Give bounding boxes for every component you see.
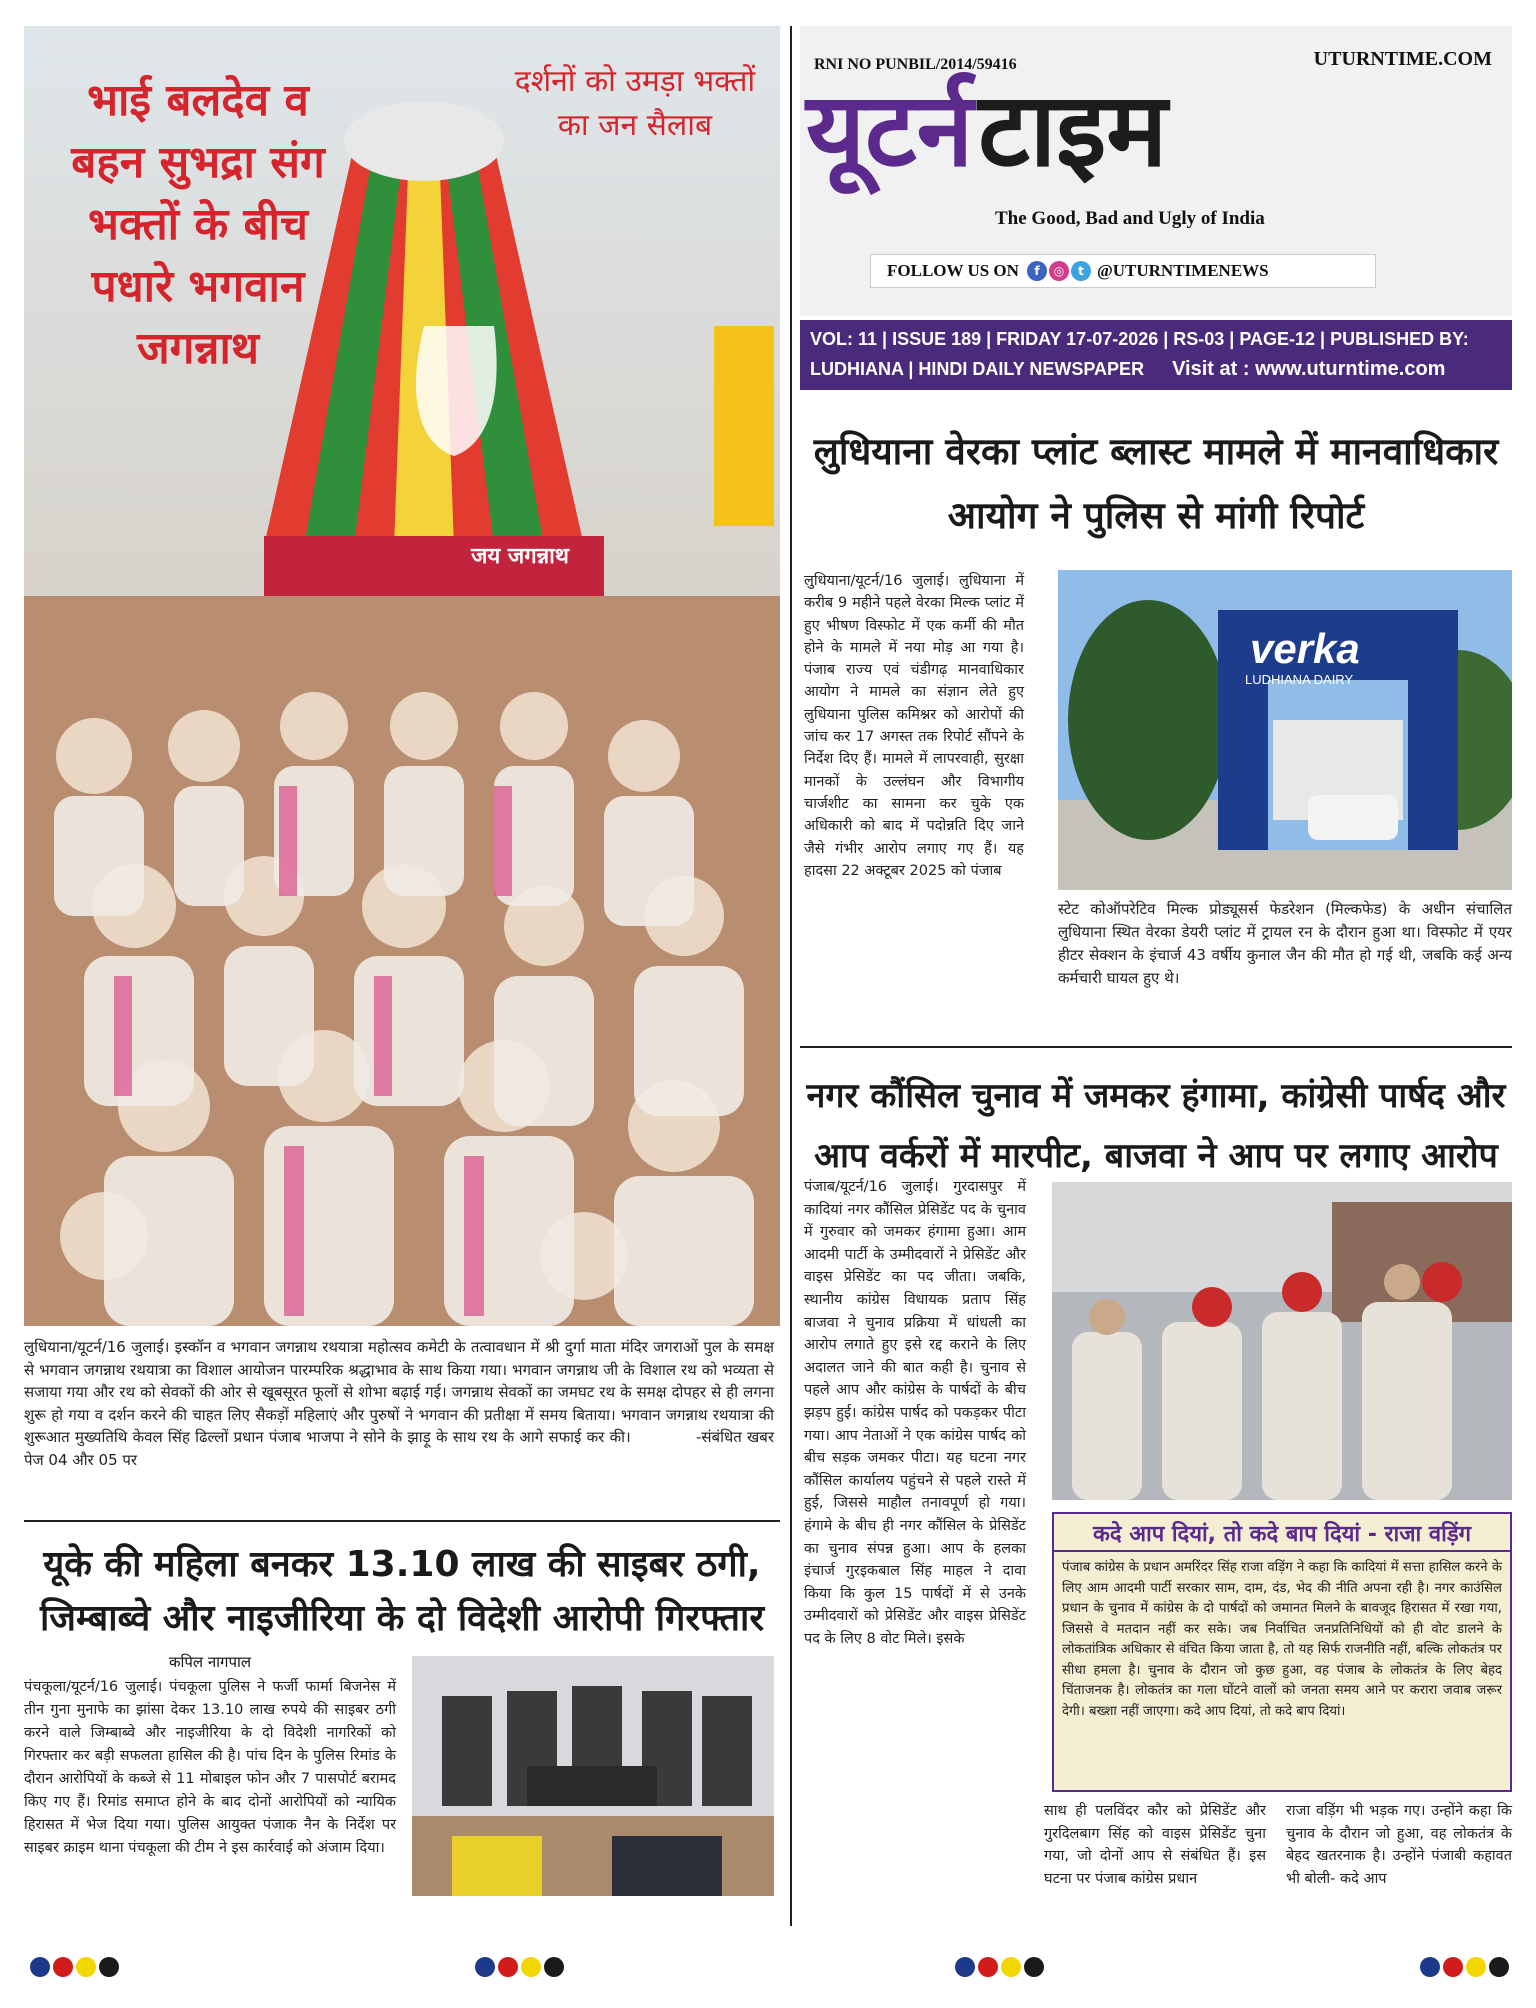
- reg-marks-4: [1420, 1957, 1512, 1977]
- verka-caption: स्टेट कोऑपरेटिव मिल्क प्रोड्यूसर्स फेडरेशन (मिल्कफेड) के अधीन संचालित लुधियाना स्थित वेरका डेयरी प्लांट में ट्रायल रन के दौरान हुआ था। विस्फोट में एयर हीटर सेक्शन के इंचार्ज 43 वर्षीय कुनाल जैन की मौत हो गई थी, जबकि कई अन्य कर्मचारी घायल हुए थे।: [1058, 900, 1512, 987]
- instagram-icon[interactable]: ◎: [1049, 261, 1069, 281]
- related-reference: -संबंधित खबर पेज 04 और 05 पर: [24, 1428, 774, 1469]
- issue-line-2: LUDHIANA | HINDI DAILY NEWSPAPER: [810, 359, 1145, 379]
- verka-sign: verka: [1250, 625, 1360, 672]
- verka-subsign: LUDHIANA DAIRY: [1245, 672, 1354, 687]
- verka-headline: लुधियाना वेरका प्लांट ब्लास्ट मामले में मानवाधिकार आयोग ने पुलिस से मांगी रिपोर्ट: [813, 430, 1499, 537]
- reg-dot-red: [498, 1957, 518, 1977]
- verka-photo: [1058, 570, 1512, 890]
- visit-link[interactable]: Visit at : www.uturntime.com: [1172, 358, 1446, 380]
- reg-dot-blue: [475, 1957, 495, 1977]
- council-photo: [1052, 1182, 1512, 1500]
- reg-dot-yellow: [1001, 1957, 1021, 1977]
- reg-dot-blue: [955, 1957, 975, 1977]
- council-col-1: पंजाब/यूटर्न/16 जुलाई। गुरदासपुर में कादियां नगर कौंसिल प्रेसिडेंट पद के चुनाव में गुरुवार को जमकर हंगामा हुआ। आम आदमी पार्टी के उम्मीदवारों ने प्रेसिडेंट और वाइस प्रेसिडेंट का पद जीता। जबकि, स्थानीय कांग्रेस विधायक प्रताप सिंह बाजवा ने चुनाव प्रक्रिया में धांधली का आरोप लगाते हुए इसे रद्द कराने के लिए अदालत जाने की बात कही है। चुनाव से पहले आप और कांग्रेस के पार्षदों के बीच झड़प हुई। कांग्रेस पार्षद को पकड़कर पीटा गया। आप नेताओं ने एक कांग्रेस पार्षद को बीच सड़क जमकर पीटा। यह घटना नगर कौंसिल कार्यालय पहुंचने से पहले रास्ते में हुई, जिससे माहौल तनावपूर्ण हो गया। हंगामे के बीच ही नगर कौंसिल के प्रेसिडेंट का चुनाव संपन्न हुआ। आप के हलका इंचार्ज गुरइकबाल सिंह माहल ने दावा किया कि कुल 15 पार्षदों में से उनके उम्मीदवारों को प्रेसिडेंट और वाइस प्रेसिडेंट पद के लिए 8 वोट मिले। इसके: [804, 1179, 1026, 1647]
- social-handle[interactable]: @UTURNTIMENEWS: [1096, 261, 1269, 280]
- title-purple: यूटर्न: [806, 71, 974, 190]
- reg-dot-black: [544, 1957, 564, 1977]
- council-headline: नगर कौंसिल चुनाव में जमकर हंगामा, कांग्रेसी पार्षद और आप वर्करों में मारपीट, बाजवा ने आप पर लगाए आरोप: [806, 1076, 1506, 1176]
- masthead-title: [806, 66, 1506, 196]
- reg-dot-black: [99, 1957, 119, 1977]
- wading-box-body: पंजाब कांग्रेस के प्रधान अमरिंदर सिंह राजा वड़िंग ने कहा कि कादियां में सत्ता हासिल करने के लिए आम आदमी पार्टी सरकार साम, दाम, दंड, भेद की नीति अपना रही है। नगर काउंसिल प्रधान के चुनाव में कांग्रेस के दो पार्षदों को जमानत मिलने के बावजूद हिरासत में रखा गया, जिससे वे मतदान नहीं कर सके। जब निर्वाचित जनप्रतिनिधियों को ही वोट डालने के लोकतांत्रिक अधिकार से वंचित किया जाता है, तो यह सिर्फ राजनीति नहीं, बल्कि लोकतंत्र पर सीधा हमला है। चुनाव के दौरान जो कुछ हुआ, वह पंजाब के लोकतंत्र के लिए बेहद चिंताजनक है। लोकतंत्र का गला घोंटने वालों को जनता समय आने पर करारा जवाब जरूर देगी। बख्शा नहीं जाएगा। कदे आप दियां, तो कदे बाप दियां।: [1062, 1560, 1502, 1719]
- reg-dot-blue: [30, 1957, 50, 1977]
- follow-bar: [870, 254, 1376, 288]
- issue-band: [800, 320, 1512, 390]
- website-top: UTURNTIME.COM: [1313, 48, 1492, 70]
- issue-line-1: VOL: 11 | ISSUE 189 | FRIDAY 17-07-2026 | RS-03 | PAGE-12 | PUBLISHED BY:: [810, 329, 1469, 349]
- lead-overlay-caption: दर्शनों को उमड़ा भक्तों का जन सैलाब: [514, 64, 756, 143]
- follow-label: FOLLOW US ON: [887, 261, 1019, 280]
- verka-body: लुधियाना/यूटर्न/16 जुलाई। लुधियाना में करीब 9 महीने पहले वेरका मिल्क प्लांट में हुए भीषण विस्फोट में एक कर्मी की मौत होने के मामले में नया मोड़ आ गया है। पंजाब राज्य एवं चंडीगढ़ मानवाधिकार आयोग ने मामले का संज्ञान लेते हुए लुधियाना पुलिस कमिश्नर को आरोपों की जांच कर 17 अगस्त तक रिपोर्ट सौंपने के निर्देश दिए हैं। मामले में लापरवाही, सुरक्षा मानकों के उल्लंघन और विभागीय चार्जशीट का सामना कर चुके एक अधिकारी को बाद में पदोन्नति दिए जाने जैसे गंभीर आरोप लगाए गए हैं। यह हादसा 22 अक्टूबर 2025 को पंजाब: [804, 573, 1024, 879]
- cyber-byline: कपिल नागपाल: [168, 1653, 252, 1671]
- cyber-headline: यूके की महिला बनकर 13.10 लाख की साइबर ठगी, जिम्बाब्वे और नाइजीरिया के दो विदेशी आरोपी गिरफ्तार: [39, 1544, 765, 1639]
- wading-box: [1052, 1512, 1512, 1792]
- divider-lead: [24, 1520, 780, 1522]
- council-col-2: साथ ही पलविंदर कौर को प्रेसिडेंट और गुरदिलबाग सिंह को वाइस प्रेसिडेंट चुना गया, जो दोनों आप से संबंधित हैं। इस घटना पर पंजाब कांग्रेस प्रधान: [1044, 1803, 1266, 1887]
- reg-marks-2: [475, 1957, 567, 1977]
- reg-dot-black: [1024, 1957, 1044, 1977]
- reg-marks-3: [955, 1957, 1047, 1977]
- twitter-icon[interactable]: t: [1071, 261, 1091, 281]
- masthead: [800, 26, 1512, 316]
- council-col-3: राजा वड़िंग भी भड़क गए। उन्होंने कहा कि चुनाव के दौरान जो हुआ, वह लोकतंत्र के बेहद खतरनाक है। उन्होंने पंजाबी कहावत भी बोली- कदे आप: [1286, 1803, 1512, 1887]
- cyber-photo: [412, 1656, 774, 1896]
- divider-right: [800, 1046, 1512, 1048]
- reg-dot-black: [1489, 1957, 1509, 1977]
- reg-dot-blue: [1420, 1957, 1440, 1977]
- reg-dot-yellow: [76, 1957, 96, 1977]
- rni-number: RNI NO PUNBIL/2014/59416: [814, 56, 1017, 73]
- reg-marks-1: [30, 1957, 122, 1977]
- wading-box-title: कदे आप दियां, तो कदे बाप दियां - राजा वड़िंग: [1054, 1514, 1510, 1552]
- title-dark: टाइम: [978, 71, 1168, 190]
- reg-dot-yellow: [1466, 1957, 1486, 1977]
- chariot-banner: जय जगन्नाथ: [471, 544, 569, 569]
- facebook-icon[interactable]: f: [1027, 261, 1047, 281]
- reg-dot-red: [53, 1957, 73, 1977]
- lead-body-text: लुधियाना/यूटर्न/16 जुलाई। इस्कॉन व भगवान जगन्नाथ रथयात्रा महोत्सव कमेटी के तत्वावधान में श्री दुर्गा माता मंदिर जगराओं पुल के समक्ष से भगवान जगन्नाथ रथयात्रा का विशाल आयोजन पारम्परिक श्रद्धाभाव के साथ किया गया। भगवान जगन्नाथ जी के विशाल रथ को भव्यता से सजाया गया और रथ को सेवकों की ओर से खूबसूरत फूलों से शोभा बढ़ाई गई। जगन्नाथ सेवकों का जमघट रथ के समक्ष दोपहर से ही लगना शुरू हो गया व दर्शन करने की चाहत लिए सैकड़ों महिलाएं और पुरुषों ने भगवान की प्रतीक्षा में समय बिताया। भगवान जगन्नाथ रथयात्रा की शुरूआत मुख्यतिथि केवल सिंह ढिल्लों प्रधान पंजाब भाजपा ने सोने के झाड़ू के साथ रथ के आगे सफाई कर की।: [24, 1338, 774, 1446]
- lead-headline: भाई बलदेव व बहन सुभद्रा संग भक्तों के बीच पधारे भगवान जगन्नाथ: [71, 75, 325, 374]
- reg-dot-red: [978, 1957, 998, 1977]
- cyber-body: पंचकूला/यूटर्न/16 जुलाई। पंचकूला पुलिस ने फर्जी फार्मा बिजनेस में तीन गुना मुनाफे का झांसा देकर 13.10 लाख रुपये की साइबर ठगी करने वाले जिम्बाब्वे और नाइजीरिया के दो विदेशी नागरिकों को गिरफ्तार कर बड़ी सफलता हासिल की है। पांच दिन के पुलिस रिमांड के दौरान आरोपियों के कब्जे से 11 मोबाइल फोन और 7 पासपोर्ट बरामद किए गए हैं। रिमांड समाप्त होने के बाद दोनों आरोपियों को न्यायिक हिरासत में भेज दिया गया। पुलिस आयुक्त पंजाक नैन के निर्देश पर साइबर क्राइम थाना पंचकूला की टीम ने इस कार्रवाई को अंजाम दिया।: [24, 1679, 396, 1856]
- tagline: The Good, Bad and Ugly of India: [995, 208, 1265, 229]
- reg-dot-yellow: [521, 1957, 541, 1977]
- reg-dot-red: [1443, 1957, 1463, 1977]
- footer-bar: [0, 1945, 1536, 2008]
- divider-center: [790, 26, 792, 1926]
- lead-body: [24, 1336, 774, 1471]
